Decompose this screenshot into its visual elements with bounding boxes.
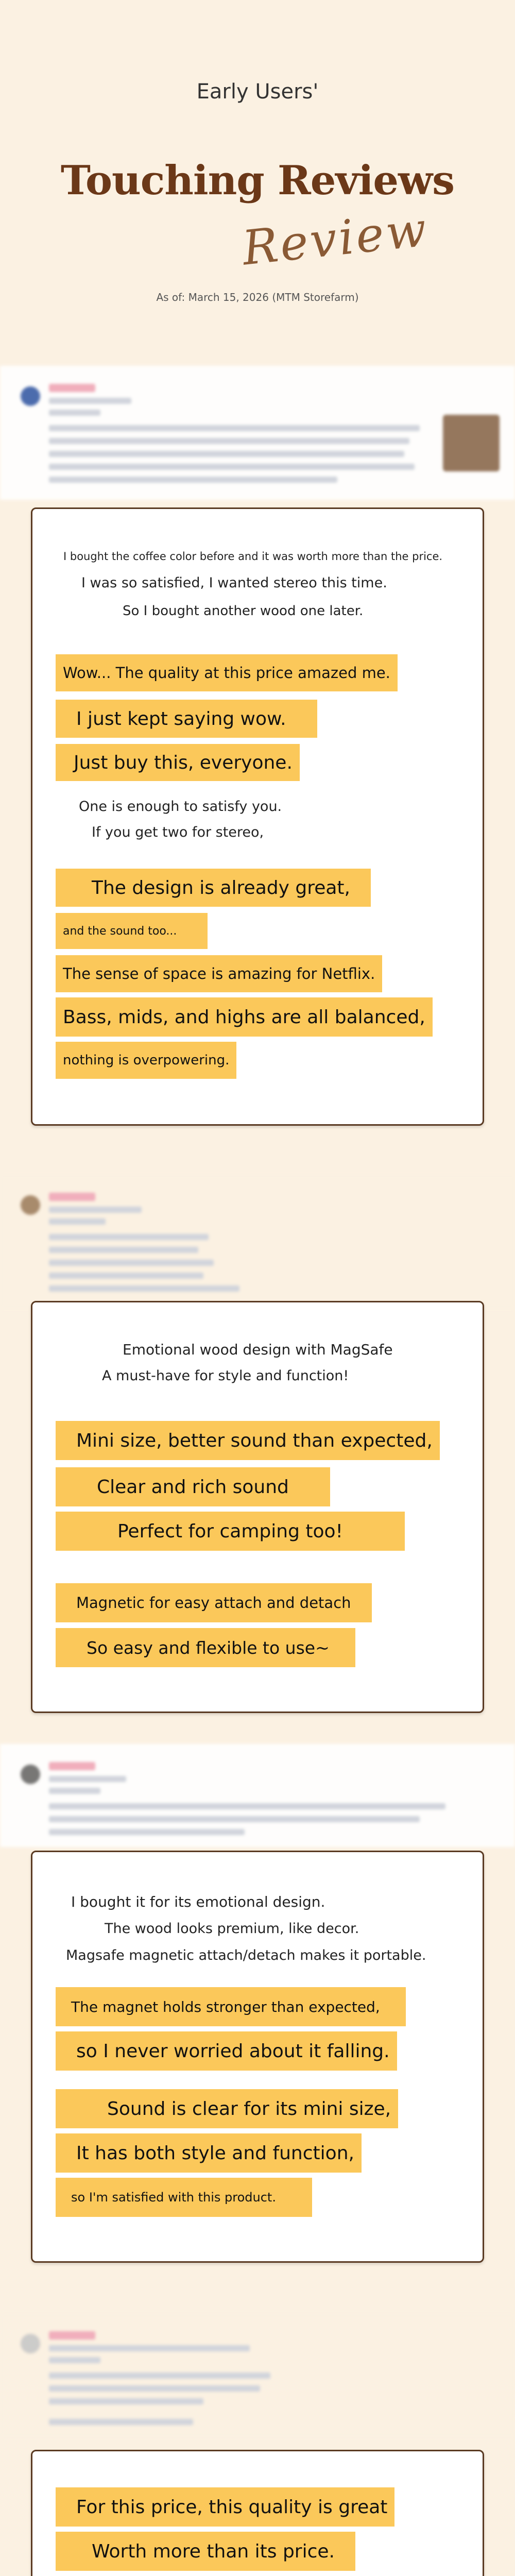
highlight-line: I just kept saying wow. <box>56 700 317 738</box>
highlight-line: Clear and rich sound <box>56 1467 330 1506</box>
review-line: I bought the coffee color before and it was worth more than the price. <box>63 550 443 563</box>
highlight-line: The sense of space is amazing for Netflix. <box>56 955 382 992</box>
highlight-line: so I'm satisfied with this product. <box>56 2178 312 2217</box>
highlight-line: So easy and flexible to use~ <box>56 1628 355 1667</box>
blurred-review-snippet-4 <box>0 2313 515 2437</box>
hero-script-word: Review <box>239 201 431 276</box>
review-line: I bought it for its emotional design. <box>71 1893 325 1910</box>
blurred-review-snippet-3 <box>0 1744 515 1847</box>
hero-subtitle: Early Users' <box>196 80 319 104</box>
highlight-line: Just buy this, everyone. <box>56 744 300 781</box>
highlight-line: The design is already great, <box>56 869 371 907</box>
review-line: Emotional wood design with MagSafe <box>123 1341 393 1358</box>
highlight-line: Magnetic for easy attach and detach <box>56 1583 372 1622</box>
review-line: Magsafe magnetic attach/detach makes it portable. <box>66 1947 426 1963</box>
highlight-line: Perfect for camping too! <box>56 1512 405 1551</box>
highlight-line: and the sound too... <box>56 913 208 949</box>
review-card-4 <box>31 2450 484 2576</box>
review-line: A must-have for style and function! <box>102 1368 349 1384</box>
highlight-line: Worth more than its price. <box>56 2532 355 2571</box>
review-line: So I bought another wood one later. <box>123 603 364 619</box>
highlight-line: Wow... The quality at this price amazed me. <box>56 654 398 691</box>
highlight-line: nothing is overpowering. <box>56 1042 236 1079</box>
review-card-2 <box>31 1301 484 1713</box>
highlight-line: Mini size, better sound than expected, <box>56 1421 440 1460</box>
review-line: One is enough to satisfy you. <box>79 799 282 815</box>
highlight-line: Bass, mids, and highs are all balanced, <box>56 997 433 1037</box>
highlight-line: For this price, this quality is great <box>56 2487 394 2527</box>
review-card-1 <box>31 507 484 1126</box>
review-line: If you get two for stereo, <box>92 824 264 840</box>
blurred-review-snippet-1 <box>0 366 515 500</box>
review-line: The wood looks premium, like decor. <box>105 1921 359 1937</box>
highlight-line: The magnet holds stronger than expected, <box>56 1987 406 2026</box>
highlight-line: It has both style and function, <box>56 2133 362 2173</box>
highlight-line: so I never worried about it falling. <box>56 2031 397 2071</box>
highlight-line: Sound is clear for its mini size, <box>56 2089 398 2128</box>
review-line: I was so satisfied, I wanted stereo this time. <box>81 575 387 591</box>
hero-section <box>0 0 515 361</box>
hero-title: Touching Reviews <box>60 157 455 204</box>
hero-date: As of: March 15, 2026 (MTM Storefarm) <box>156 291 359 303</box>
blurred-review-snippet-2 <box>0 1175 515 1309</box>
review-card-3 <box>31 1851 484 2263</box>
